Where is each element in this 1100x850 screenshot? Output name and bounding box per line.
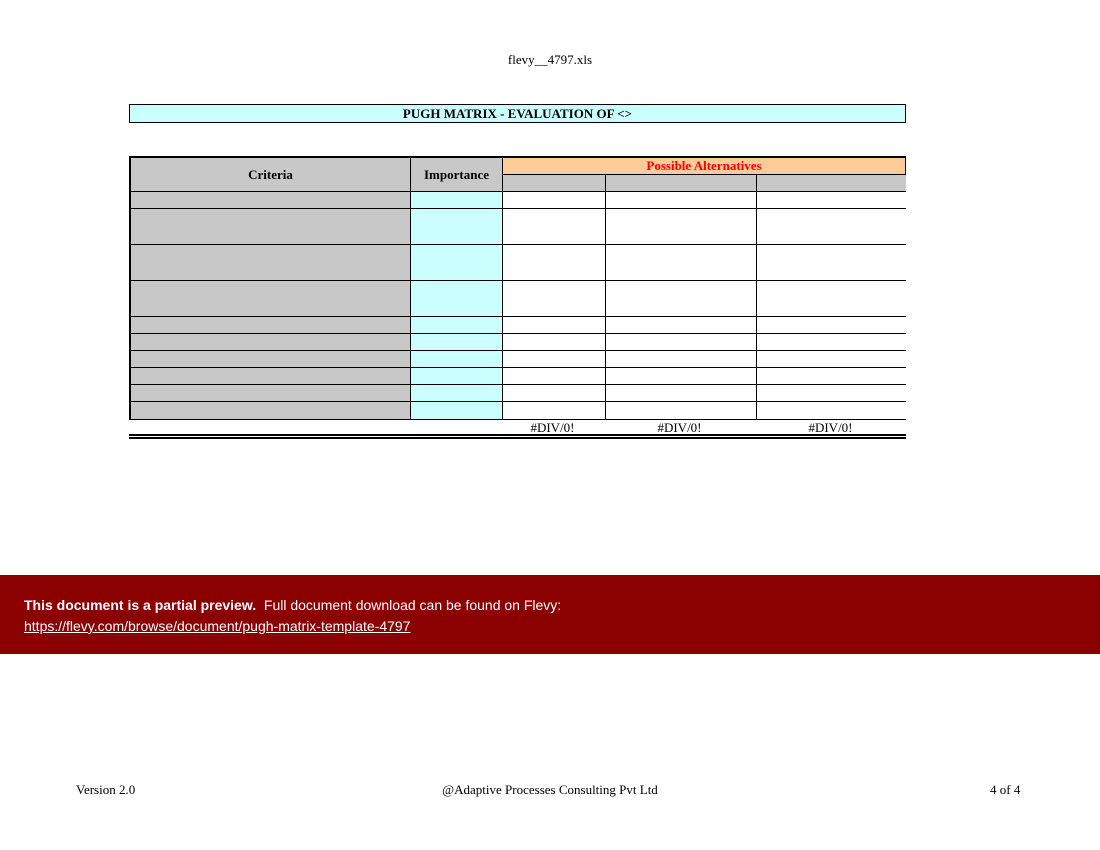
importance-cell[interactable] (411, 192, 503, 209)
alternative-3-cell[interactable] (757, 245, 906, 281)
importance-cell[interactable] (411, 317, 503, 334)
importance-cell[interactable] (411, 245, 503, 281)
alternative-1-cell[interactable] (503, 245, 606, 281)
alternative-1-cell[interactable] (503, 368, 606, 385)
matrix-title: PUGH MATRIX - EVALUATION OF <> (129, 104, 906, 123)
criteria-cell[interactable] (131, 317, 411, 334)
alternative-2-cell[interactable] (606, 402, 757, 419)
document-filename: flevy__4797.xls (507, 52, 593, 67)
criteria-cell[interactable] (131, 351, 411, 368)
importance-header-cell (411, 158, 503, 192)
alternative-3-cell[interactable] (757, 402, 906, 419)
importance-cell[interactable] (411, 281, 503, 317)
alternative-3-cell[interactable] (757, 281, 906, 317)
alternative-2-header[interactable] (606, 175, 757, 192)
alternative-3-total: #DIV/0! (808, 420, 853, 435)
importance-cell[interactable] (411, 402, 503, 419)
alternative-2-cell[interactable] (606, 317, 757, 334)
alternative-1-cell[interactable] (503, 334, 606, 351)
flevy-document-link[interactable]: https://flevy.com/browse/document/pugh-matrix-template-4797 (24, 618, 411, 634)
preview-bold-text: This document is a partial preview. (24, 597, 257, 613)
footer-page-number: 4 of 4 (990, 782, 1021, 797)
alternatives-header-cell (503, 158, 906, 175)
alternative-1-cell[interactable] (503, 385, 606, 402)
alternative-2-cell[interactable] (606, 192, 757, 209)
preview-banner (0, 575, 1100, 654)
footer-version: Version 2.0 (76, 782, 136, 797)
alternatives-header: Possible Alternatives (646, 158, 762, 173)
criteria-cell[interactable] (131, 385, 411, 402)
alternative-3-cell[interactable] (757, 351, 906, 368)
alternative-2-cell[interactable] (606, 281, 757, 317)
alternative-2-cell[interactable] (606, 351, 757, 368)
importance-cell[interactable] (411, 385, 503, 402)
alternative-3-cell[interactable] (757, 317, 906, 334)
criteria-cell[interactable] (131, 334, 411, 351)
alternative-1-cell[interactable] (503, 402, 606, 419)
criteria-cell[interactable] (131, 209, 411, 245)
criteria-header: Criteria (248, 166, 293, 182)
alternative-1-total: #DIV/0! (530, 420, 575, 435)
importance-cell[interactable] (411, 209, 503, 245)
alternative-1-cell[interactable] (503, 192, 606, 209)
alternative-2-cell[interactable] (606, 334, 757, 351)
criteria-cell[interactable] (131, 281, 411, 317)
alternative-2-total: #DIV/0! (657, 420, 702, 435)
criteria-cell[interactable] (131, 402, 411, 419)
criteria-cell[interactable] (131, 192, 411, 209)
preview-text: Full document download can be found on Flevy: (263, 597, 562, 613)
alternative-3-cell[interactable] (757, 385, 906, 402)
alternative-1-cell[interactable] (503, 281, 606, 317)
alternative-1-cell[interactable] (503, 351, 606, 368)
alternative-3-header[interactable] (757, 175, 906, 192)
alternative-2-cell[interactable] (606, 385, 757, 402)
importance-header: Importance (424, 166, 489, 182)
alternative-3-cell[interactable] (757, 368, 906, 385)
alternative-1-header[interactable] (503, 175, 606, 192)
alternative-2-cell[interactable] (606, 245, 757, 281)
criteria-cell[interactable] (131, 368, 411, 385)
criteria-cell[interactable] (131, 245, 411, 281)
alternative-1-cell[interactable] (503, 317, 606, 334)
alternative-3-cell[interactable] (757, 192, 906, 209)
alternative-2-cell[interactable] (606, 368, 757, 385)
importance-cell[interactable] (411, 334, 503, 351)
alternative-3-cell[interactable] (757, 334, 906, 351)
alternative-2-cell[interactable] (606, 209, 757, 245)
preview-message (24, 596, 1076, 614)
criteria-header-cell (131, 158, 411, 192)
alternative-3-cell[interactable] (757, 209, 906, 245)
totals-double-underline (129, 434, 906, 439)
importance-cell[interactable] (411, 351, 503, 368)
pugh-matrix-table (129, 156, 906, 420)
importance-cell[interactable] (411, 368, 503, 385)
alternative-1-cell[interactable] (503, 209, 606, 245)
footer-company: @Adaptive Processes Consulting Pvt Ltd (442, 782, 658, 797)
